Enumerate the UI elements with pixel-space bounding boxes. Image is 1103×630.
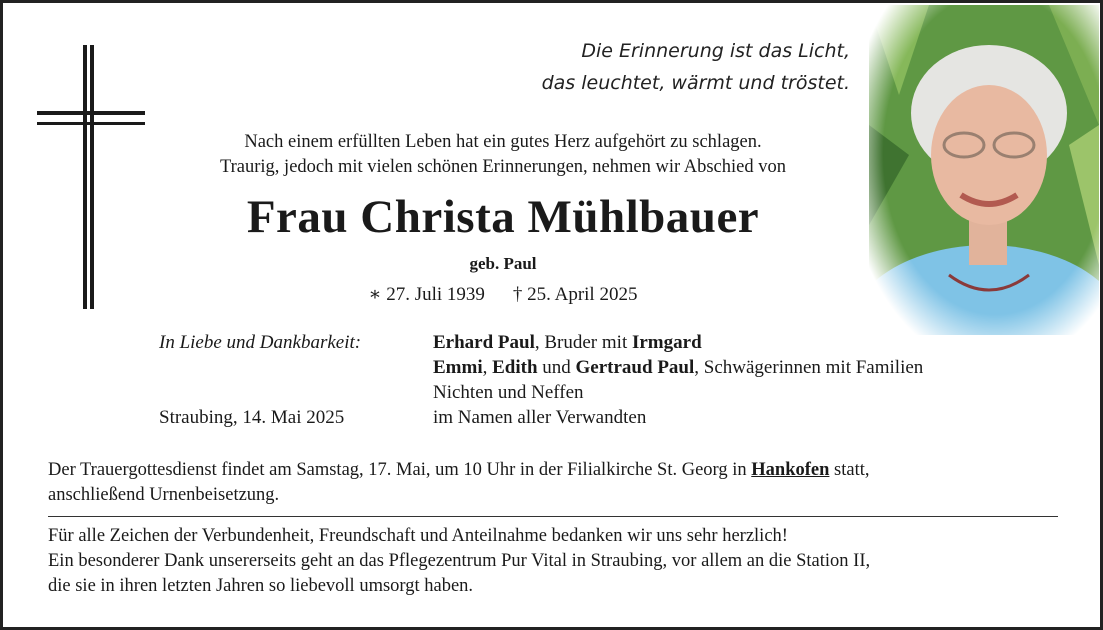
service-place: Hankofen: [751, 460, 830, 480]
mourner-row-4: im Namen aller Verwandten: [433, 407, 647, 428]
separator: und: [537, 357, 576, 378]
intro-text: [153, 130, 853, 180]
mourner-row-3: Nichten und Neffen: [433, 382, 584, 403]
quote-line-1: Die Erinnerung ist das Licht,: [581, 40, 850, 62]
mourner-row-1: [433, 330, 702, 355]
place-date: Straubing, 14. Mai 2025: [159, 407, 345, 428]
death-date: † 25. April 2025: [512, 284, 638, 305]
mourner-name: Erhard Paul: [433, 332, 535, 353]
portrait-photo: [869, 5, 1099, 335]
service-text-end: statt,: [829, 460, 870, 480]
thanks-text: [48, 524, 1063, 599]
cross-icon: [35, 43, 147, 313]
thanks-line-3: die sie in ihren letzten Jahren so liebevoll umsorgt haben.: [48, 576, 474, 596]
mourner-name: Emmi: [433, 357, 483, 378]
intro-line-1: Nach einem erfüllten Leben hat ein gutes Herz aufgehört zu schlagen.: [244, 132, 762, 152]
service-text: Der Trauergottesdienst findet am Samstag, 17. Mai, um 10 Uhr in der Filialkirche St. Georg in: [48, 460, 752, 480]
intro-line-2: Traurig, jedoch mit vielen schönen Erinnerungen, nehmen wir Abschied von: [219, 157, 786, 177]
mourner-name: Edith: [492, 357, 538, 378]
divider: [48, 516, 1058, 517]
life-dates: [153, 283, 853, 307]
quote-line-2: das leuchtet, wärmt und tröstet.: [541, 72, 850, 94]
separator: ,: [482, 357, 493, 378]
service-line-1: [48, 458, 1058, 483]
mourner-name: Irmgard: [631, 332, 702, 353]
maiden-name: geb. Paul: [469, 254, 537, 273]
thanks-line-1: Für alle Zeichen der Verbundenheit, Freundschaft und Anteilnahme bedanken wir uns sehr herzlich!: [48, 526, 788, 546]
thanks-line-2: Ein besonderer Dank unsererseits geht an das Pflegezentrum Pur Vital in Straubing, vor allem an die Station II,: [48, 551, 871, 571]
mourner-row-2: [433, 355, 923, 380]
mourner-relation: , Schwägerinnen mit Familien: [694, 357, 924, 378]
mourners-label: In Liebe und Dankbarkeit:: [159, 332, 362, 353]
service-line-2: anschließend Urnenbeisetzung.: [48, 485, 280, 505]
deceased-name: Frau Christa Mühlbauer: [246, 191, 760, 243]
memorial-quote: [542, 35, 850, 99]
birth-date: ∗ 27. Juli 1939: [368, 284, 485, 305]
service-notice: [48, 458, 1058, 508]
mourner-relation: , Bruder mit: [534, 332, 632, 353]
mourner-name: Gertraud Paul: [575, 357, 695, 378]
